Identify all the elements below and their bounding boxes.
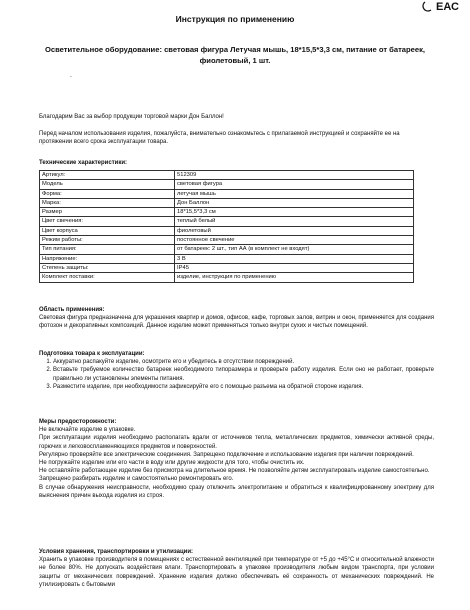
area-text: Световая фигура предназначена для украшения квартир и домов, офисов, кафе, торговых залов, витрин и окон, применяется для создания фотозон и декоративных композиций. Данное изделие может применяться только внутри сухих и чистых помещений. <box>39 315 434 330</box>
spec-key: Форма: <box>40 189 175 198</box>
spec-row <box>40 226 414 235</box>
spec-row <box>40 245 414 254</box>
spec-row <box>40 263 414 272</box>
prep-section <box>39 350 434 391</box>
spec-key: Цвет свечения: <box>40 217 175 226</box>
list-item: 3. Разместите изделие, при необходимости зафиксируйте его с помощью разъема на обратной стороне изделия. <box>53 383 434 391</box>
spec-row <box>40 217 414 226</box>
area-section <box>39 306 434 331</box>
spec-key: Комплект поставки: <box>40 273 175 282</box>
prep-list <box>39 358 434 391</box>
spec-value: IP45 <box>175 263 414 272</box>
spec-value: от батареек: 2 шт., тип АА (в комплект не входят) <box>175 245 414 254</box>
safety-line: Не погружайте изделие или его части в воду или другие жидкости для того, чтобы очистить их. <box>39 460 305 467</box>
list-item: 2. Вставьте требуемое количество батареек необходимого типоразмера и проверьте работу изделия. Если оно не работает, проверьте правильно ли установлены элементы питания. <box>53 366 434 382</box>
spec-value: постоянное свечение <box>175 236 414 245</box>
prep-title: Подготовка товара к эксплуатации: <box>39 351 145 357</box>
spec-title: Технические характеристики: <box>39 160 128 166</box>
safety-line: Запрещено разбирать изделие и самостоятельно ремонтировать его. <box>39 476 234 483</box>
spec-value: 512309 <box>175 171 414 180</box>
spec-value: теплый белый <box>175 217 414 226</box>
spec-key: Размер <box>40 208 175 217</box>
storage-section <box>39 548 434 589</box>
spec-key: Марка: <box>40 198 175 207</box>
bullet-dot: . <box>70 72 72 79</box>
spec-key: Цвет корпуса <box>40 226 175 235</box>
storage-text: Хранить в упаковке производителя в помещениях с естественной вентиляцией при температуре от +5 до +45°С и относительной влажности не более 80%. Не допускать воздействия влаги. Транспортировать в упаковке производителя любым видом транспорта, при условии защиты от механических повреждений. Хранение изделия должно обеспечивать её сохранность от механических повреждений. Не утилизировать с бытовыми <box>39 557 434 588</box>
document-title: Инструкция по применению <box>175 14 295 24</box>
storage-title: Условия хранения, транспортировки и утилизации: <box>39 549 194 555</box>
spec-key: Степень защиты: <box>40 263 175 272</box>
product-subtitle: Осветительное оборудование: световая фигура Летучая мышь, 18*15,5*3,3 см, питание от батареек, фиолетовый, 1 шт. <box>44 45 426 65</box>
safety-line: Регулярно проверяйте все электрические соединения. Запрещено подключение и использование изделия при наличии повреждений. <box>39 451 414 458</box>
safety-title: Меры предосторожности: <box>39 419 117 425</box>
list-item: 1. Аккуратно распакуйте изделие, осмотрите его и убедитесь в отсутствии повреждений. <box>53 358 434 366</box>
area-title: Область применения: <box>39 307 105 313</box>
safety-section <box>39 418 434 500</box>
spec-row <box>40 254 414 263</box>
safety-line: В случае обнаружения неисправности, необходимо сразу отключить электропитание и обратиться к квалифицированному электрику для выяснения причин выхода изделия из строя. <box>39 484 434 499</box>
eac-logo <box>422 0 462 12</box>
thanks-text: Благодарим Вас за выбор продукции торговой марки Дон Баллон! <box>39 114 224 120</box>
spec-value: фиолетовый <box>175 226 414 235</box>
spec-value: изделие, инструкция по применению <box>175 273 414 282</box>
spec-key: Модель <box>40 180 175 189</box>
spec-row <box>40 208 414 217</box>
spec-table <box>39 170 414 283</box>
intro-text: Перед началом использования изделия, пожалуйста, внимательно ознакомьтесь с прилагаемой инструкцией и сохраняйте ее на протяжении всего срока эксплуатации товара. <box>39 131 400 146</box>
spec-key: Тип питания: <box>40 245 175 254</box>
spec-key: Режим работы: <box>40 236 175 245</box>
spec-value: световая фигура <box>175 180 414 189</box>
spec-key: Напряжение: <box>40 254 175 263</box>
spec-value: 18*15,5*3,3 см <box>175 208 414 217</box>
eac-logo-text: ЕАС <box>436 1 459 12</box>
safety-line: Не оставляйте работающее изделие без присмотра на длительное время. Не позволяйте детям эксплуатировать изделие самостоятельно. <box>39 468 430 475</box>
spec-key: Артикул: <box>40 171 175 180</box>
spec-row <box>40 236 414 245</box>
spec-row <box>40 189 414 198</box>
safety-line: Не включайте изделие в упаковке. <box>39 427 136 434</box>
spec-value: 3 В <box>175 254 414 263</box>
safety-line: При эксплуатации изделия необходимо располагать вдали от источников тепла, металлических предметов, химически активной среды, горючих и легковоспламеняющихся предметов и поверхностей. <box>39 435 434 450</box>
spec-row <box>40 171 414 180</box>
spec-value: Дон Баллон <box>175 198 414 207</box>
spec-value: летучая мышь <box>175 189 414 198</box>
spec-row <box>40 273 414 282</box>
spec-row <box>40 198 414 207</box>
spec-row <box>40 180 414 189</box>
